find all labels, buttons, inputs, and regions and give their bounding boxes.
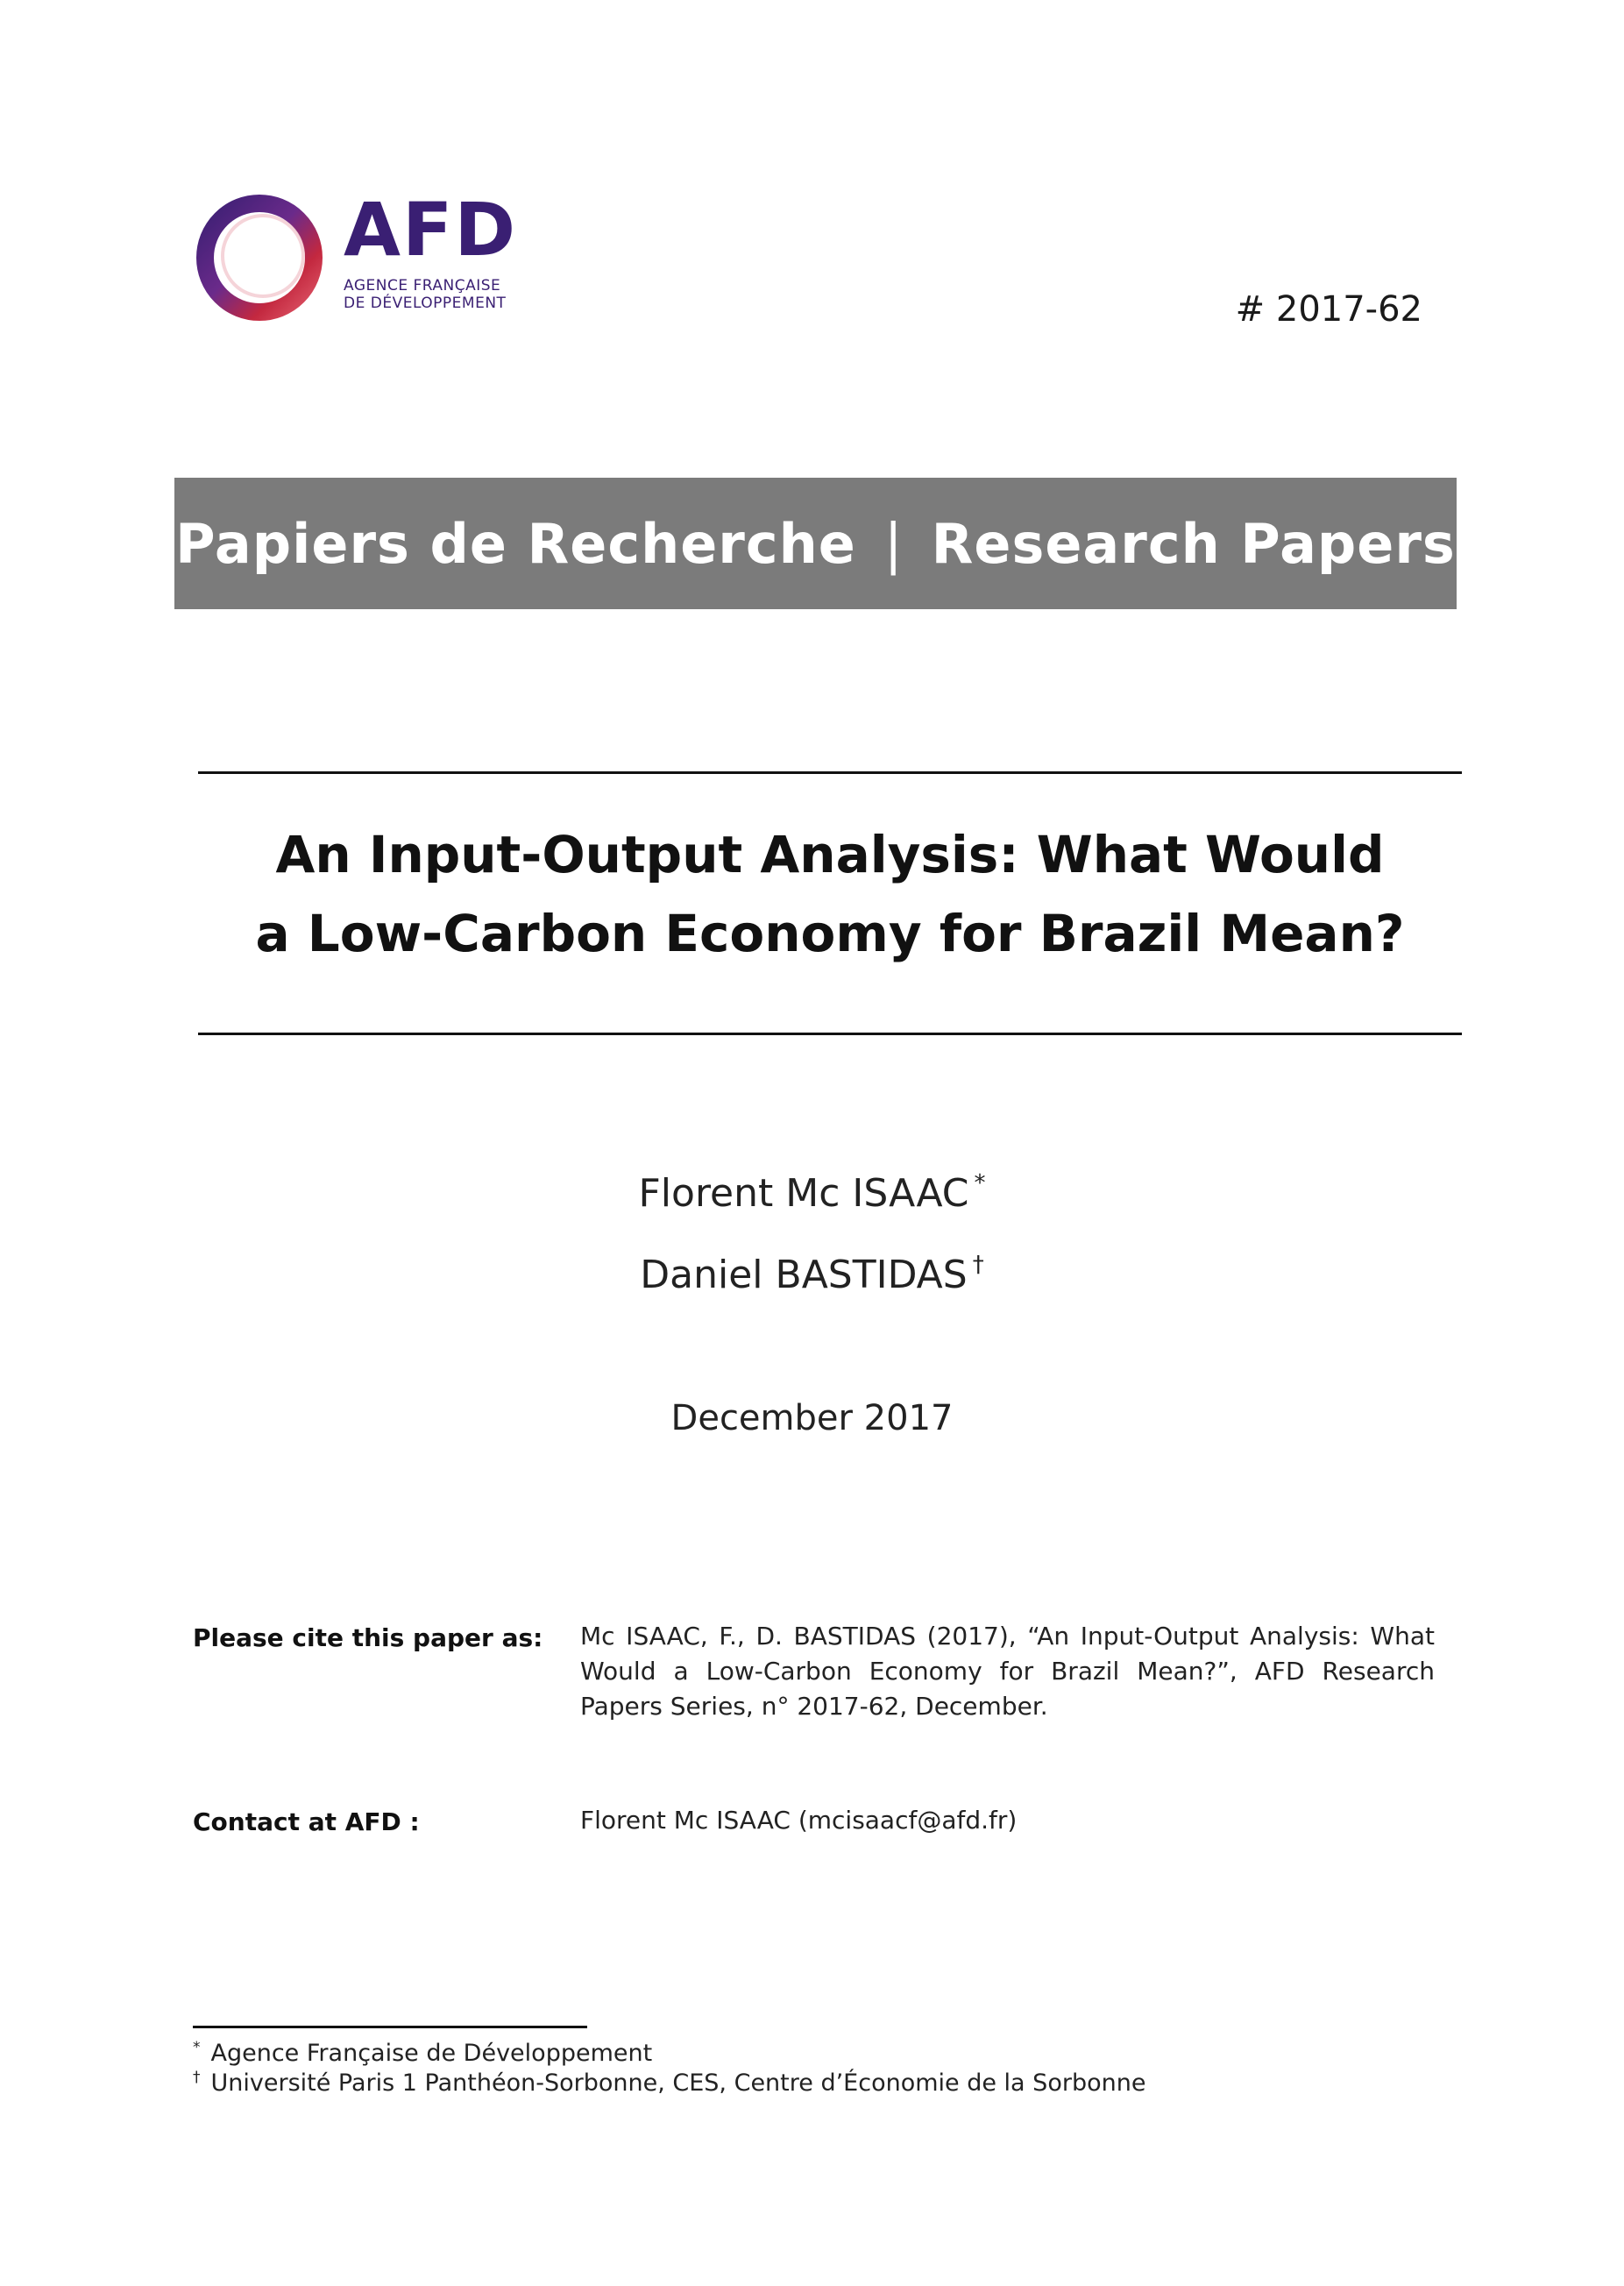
author-2-name: Daniel BASTIDAS xyxy=(640,1253,968,1297)
footnote-1-mark: * xyxy=(193,2039,201,2056)
logo-subtitle-line2: DE DÉVELOPPEMENT xyxy=(344,295,507,312)
banner-french-label: Papiers de Recherche xyxy=(175,511,856,576)
author-2 xyxy=(0,1252,1624,1297)
citation-text: Mc ISAAC, F., D. BASTIDAS (2017), “An Input-Output Analysis: What Would a Low-Carbon Economy for Brazil Mean?”, AFD Research Papers Series, n° 2017-62, December. xyxy=(580,1622,1435,1721)
banner-english-label: Research Papers xyxy=(931,511,1456,576)
contact-text: Florent Mc ISAAC (mcisaacf@afd.fr) xyxy=(580,1806,1018,1835)
title-rule-top xyxy=(198,771,1462,774)
afd-ring-icon xyxy=(193,191,326,324)
series-banner xyxy=(174,478,1457,609)
footnote-1-text: Agence Française de Développement xyxy=(210,2040,653,2067)
footnote-2-mark: † xyxy=(193,2069,201,2086)
author-2-footnote-mark: † xyxy=(972,1252,984,1278)
author-1-name: Florent Mc ISAAC xyxy=(638,1171,969,1216)
footnote-rule xyxy=(193,2026,587,2028)
citation-label: Please cite this paper as: xyxy=(193,1623,543,1652)
title-rule-bottom xyxy=(198,1033,1462,1035)
footnote-1 xyxy=(193,2039,652,2067)
author-1-footnote-mark: * xyxy=(974,1170,986,1196)
afd-logo xyxy=(193,187,518,324)
paper-number: # 2017-62 xyxy=(1235,289,1422,330)
footnote-2-text: Université Paris 1 Panthéon-Sorbonne, CES, Centre d’Économie de la Sorbonne xyxy=(210,2069,1146,2097)
contact-label: Contact at AFD : xyxy=(193,1807,420,1836)
logo-subtitle-line1: AGENCE FRANÇAISE xyxy=(344,277,501,295)
title-line-1: An Input-Output Analysis: What Would xyxy=(275,825,1385,884)
title-line-2: a Low-Carbon Economy for Brazil Mean? xyxy=(255,904,1405,963)
paper-title xyxy=(198,815,1462,973)
banner-separator: | xyxy=(883,511,904,576)
footnote-2 xyxy=(193,2069,1145,2097)
publication-date: December 2017 xyxy=(670,1398,954,1438)
logo-wordmark: AFD xyxy=(344,187,518,273)
author-1 xyxy=(0,1170,1624,1216)
